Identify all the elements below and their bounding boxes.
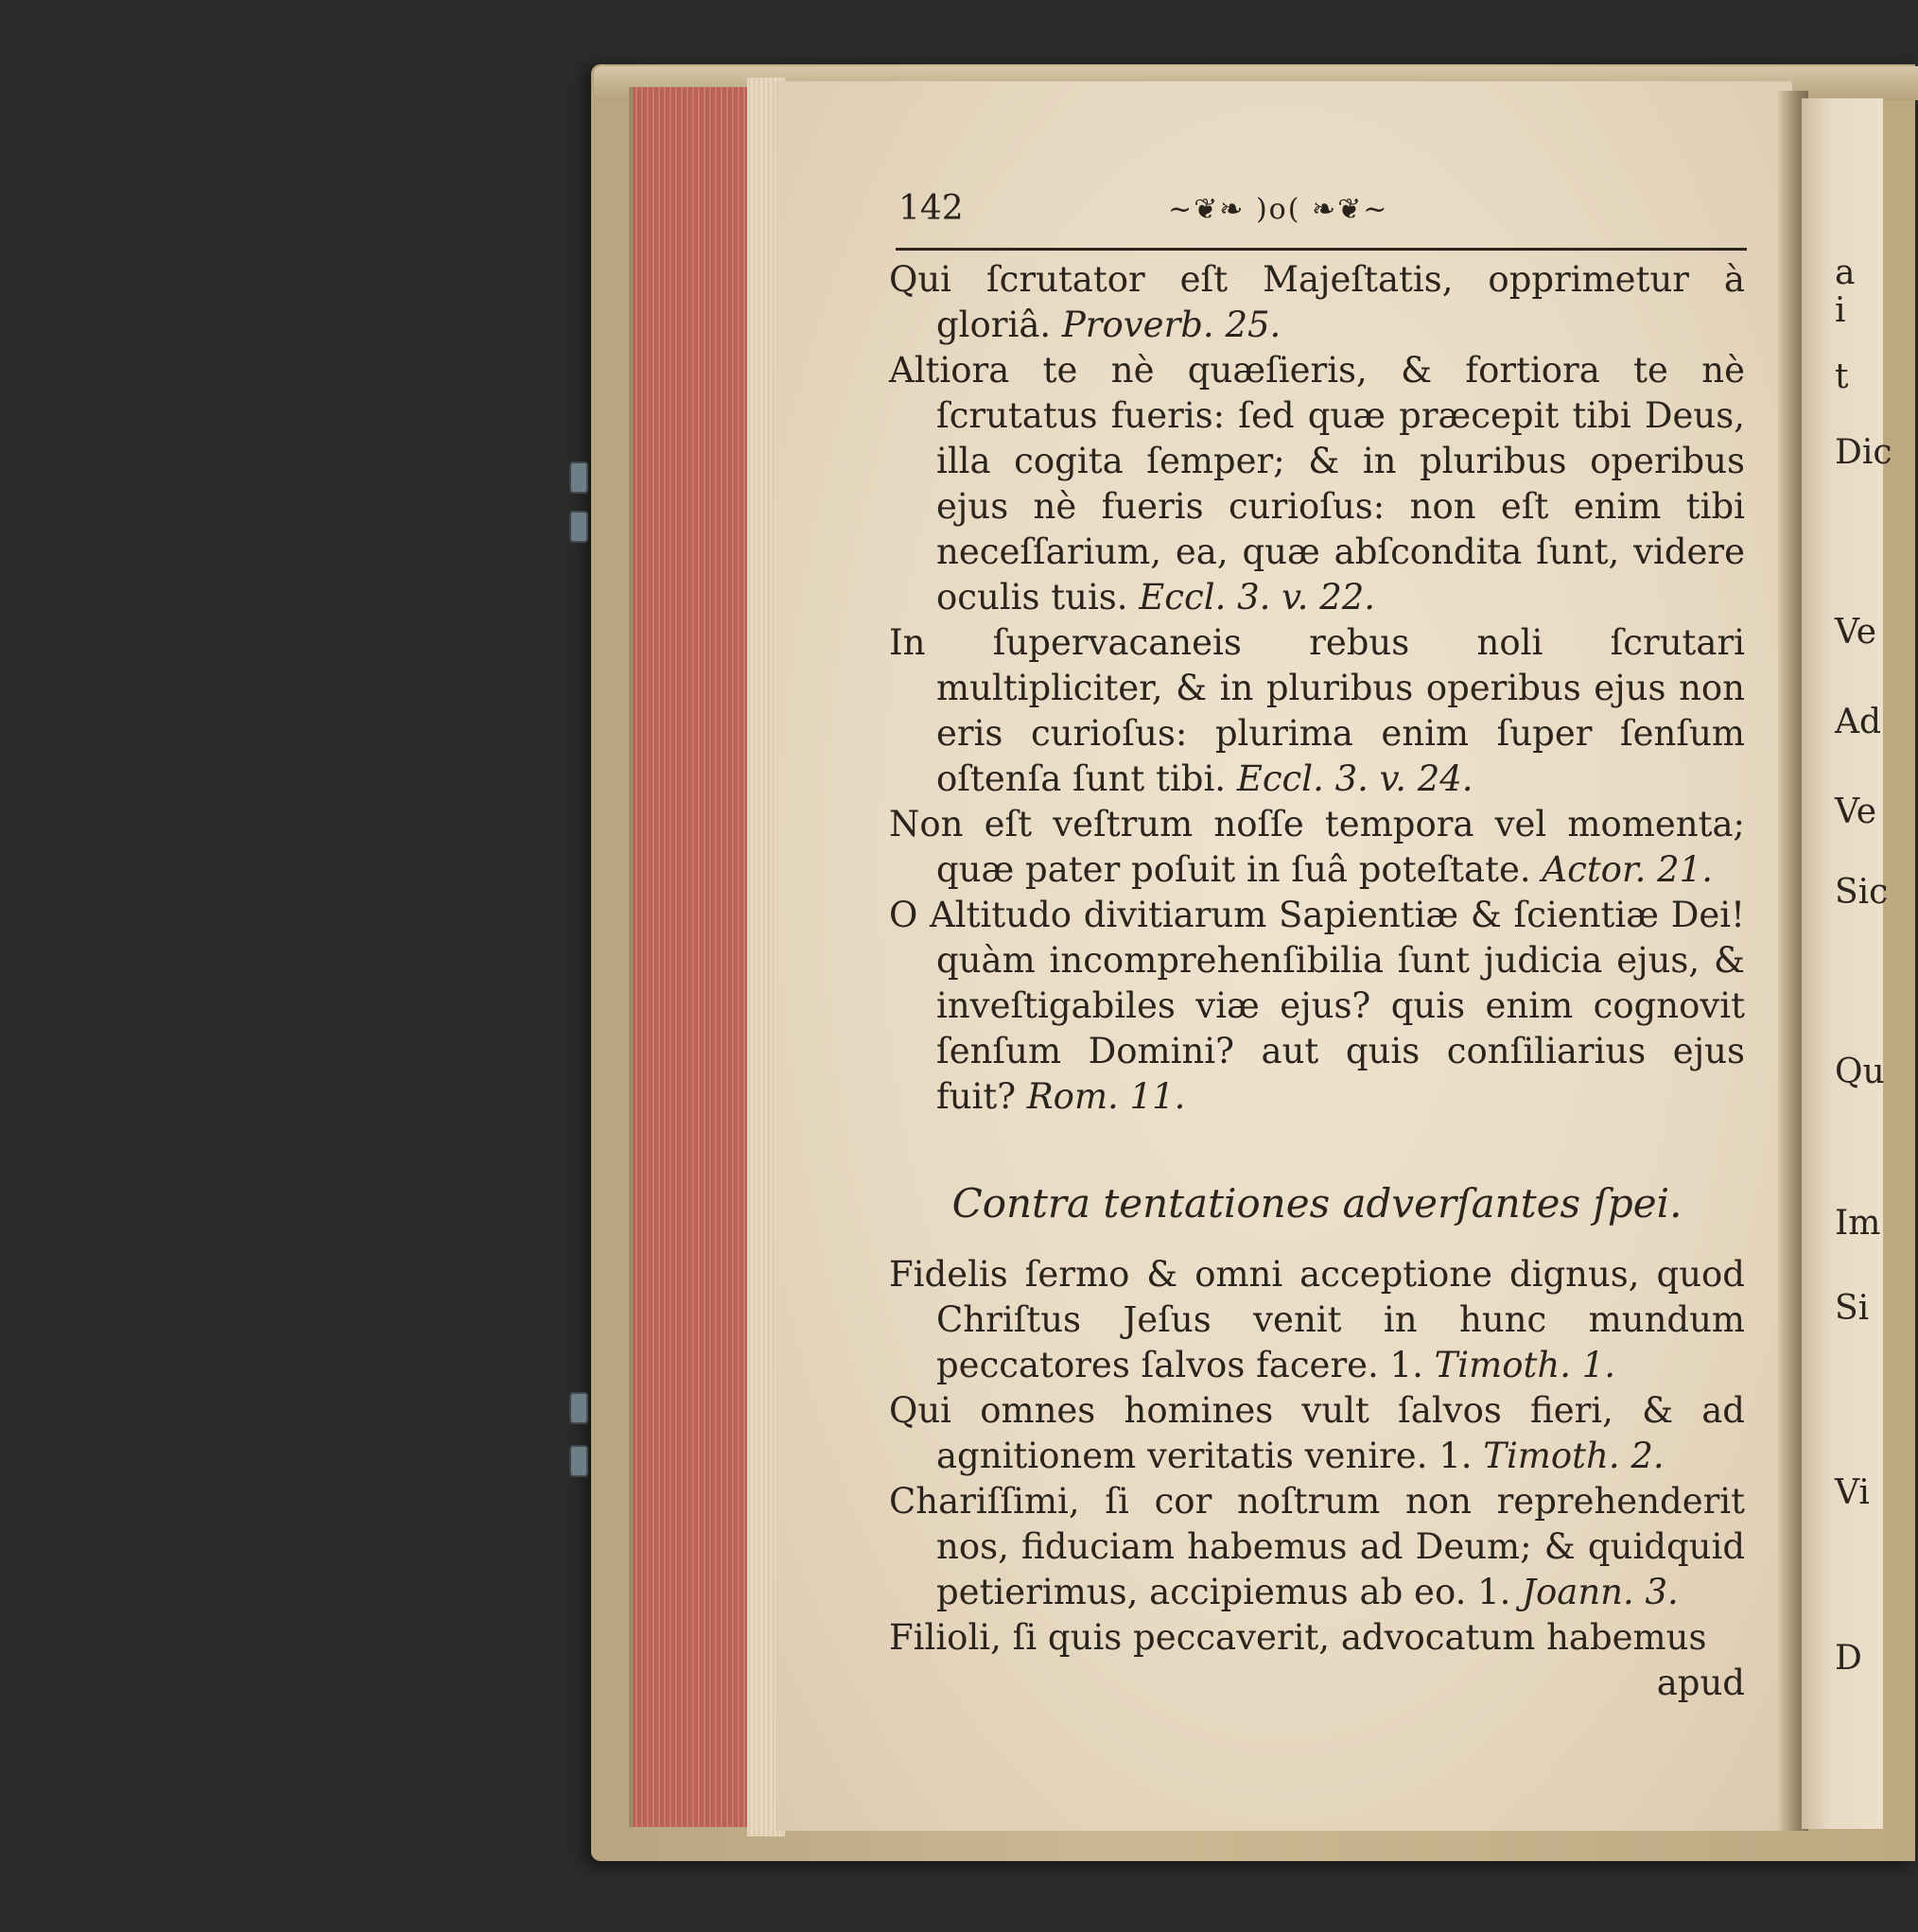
scripture-reference: Rom. 11. — [1026, 1076, 1186, 1117]
scripture-reference: Joann. 3. — [1522, 1572, 1679, 1612]
verse-text: Filioli, ſi quis peccaverit, advocatum habemus — [889, 1617, 1707, 1658]
verse-list-2 — [889, 1252, 1745, 1661]
next-page-fragment: Qu — [1835, 1053, 1885, 1091]
scripture-reference: Timoth. 1. — [1434, 1345, 1616, 1385]
verse-text: Non eſt veſtrum noſſe tempora vel momenta; quæ pater poſuit in ſuâ poteſtate. — [889, 804, 1745, 890]
page-number: 142 — [898, 189, 964, 228]
verse-text: Chariſſimi, ſi cor noſtrum non reprehenderit nos, fiduciam habemus ad Deum; & quidquid petierimus, accipiemus ab eo. 1. — [889, 1481, 1745, 1612]
verse-entry — [889, 1615, 1745, 1661]
verse-entry — [889, 257, 1745, 348]
clasp-icon — [569, 1445, 588, 1477]
verse-text: Fidelis ſermo & omni acceptione dignus, quod Chriſtus Jeſus venit in hunc mundum peccatores ſalvos facere. 1. — [889, 1254, 1745, 1385]
scripture-reference: Actor. 21. — [1542, 849, 1713, 890]
next-page-fragment: Ve — [1835, 792, 1876, 831]
scripture-reference: Timoth. 2. — [1483, 1436, 1665, 1476]
verse-entry — [889, 348, 1745, 620]
verse-text: Qui ſcrutator eſt Majeſtatis, opprimetur à gloriâ. — [889, 259, 1745, 345]
ornament-icon: ~❦❧ )o( ❧❦~ — [1168, 193, 1389, 226]
catchword: apud — [1656, 1662, 1745, 1703]
verse-entry — [889, 620, 1745, 802]
verse-text: O Altitudo divitiarum Sapientiæ & ſcientiæ Dei! quàm incomprehenſibilia ſunt judicia ejus, & inveſtigabiles viæ ejus? quis enim cognovit ſenſum Domini? aut quis conſiliarius ejus fuit? — [889, 895, 1745, 1117]
page-body — [889, 257, 1745, 1706]
verse-entry — [889, 1388, 1745, 1479]
next-page-fragment: Ve — [1835, 613, 1876, 652]
verse-entry — [889, 893, 1745, 1120]
section-heading: Contra tentationes adverſantes ſpei. — [951, 1180, 1683, 1227]
scripture-reference: Proverb. 25. — [1061, 305, 1282, 345]
verse-text: Altiora te nè quæſieris, & fortiora te nè ſcrutatus fueris: ſed quæ præcepit tibi Deus, illa cogita ſemper; & in pluribus operibus ejus nè fueris curioſus: non eſt enim tibi neceſſarium, ea, quæ abſcondita ſunt, videre oculis tuis. — [889, 350, 1745, 618]
next-page-fragment: Ad — [1835, 703, 1882, 741]
next-page-fragment: Dic — [1835, 433, 1892, 472]
next-page-fragment: Vi — [1835, 1473, 1870, 1512]
running-head — [898, 189, 1750, 242]
next-page-fragment: a — [1835, 253, 1856, 292]
verse-list — [889, 257, 1745, 1120]
verse-text: Qui omnes homines vult ſalvos fieri, & ad agnitionem veritatis venire. 1. — [889, 1390, 1745, 1476]
next-page-fragment: Im — [1835, 1204, 1881, 1243]
next-page-fragment: t — [1835, 357, 1849, 396]
next-page-fragment: Si — [1835, 1289, 1870, 1328]
header-rule — [896, 248, 1747, 251]
scripture-reference: Eccl. 3. v. 22. — [1139, 577, 1376, 618]
next-page-fragment: D — [1835, 1639, 1862, 1678]
verse-text: In ſupervacaneis rebus noli ſcrutari multipliciter, & in pluribus operibus ejus non eris curioſus: plurima enim ſuper ſenſum oſtenſa ſunt tibi. — [889, 622, 1745, 799]
clasp-icon — [569, 461, 588, 494]
verse-entry — [889, 1479, 1745, 1615]
clasp-icon — [569, 511, 588, 543]
next-page-fragment: i — [1835, 291, 1846, 330]
next-page-fragment: Sic — [1835, 873, 1889, 912]
verse-entry — [889, 802, 1745, 893]
verse-entry — [889, 1252, 1745, 1388]
scripture-reference: Eccl. 3. v. 24. — [1236, 758, 1473, 799]
clasp-icon — [569, 1392, 588, 1424]
